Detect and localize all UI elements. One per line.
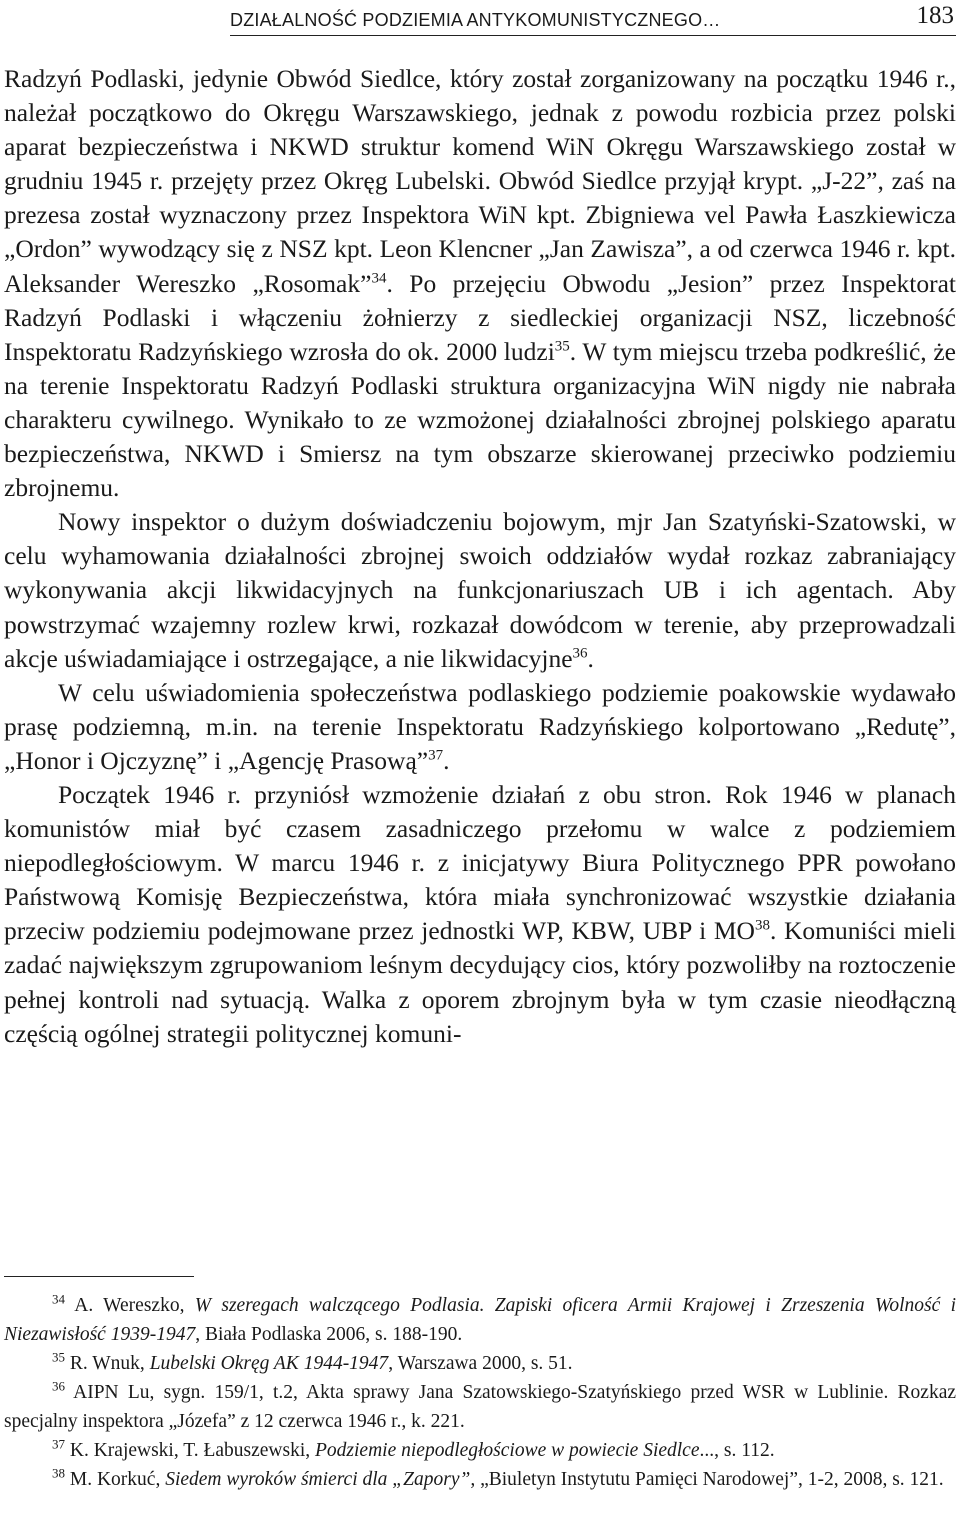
footnote-number: 36 [52,1378,65,1394]
footnote-35 [4,1349,956,1378]
footnote-ref-37[interactable]: 37 [428,747,444,764]
running-title: DZIAŁALNOŚĆ PODZIEMIA ANTYKOMUNISTYCZNEGO… [230,10,721,30]
paragraph-3-text-2: . [443,745,450,775]
paragraph-3-text: W celu uświadomienia społeczeństwa podlaskiego podziemie poakowskie wydawało prasę podziemną, m.in. na terenie Inspektoratu Radzyńskiego kolportowano „Redutę”, „Honor i Ojczyznę” i „Agencję Prasową” [4,677,956,775]
footnote-title: Podziemie niepodległościowe w powiecie Siedlce [315,1440,700,1461]
footnote-text: A. Wereszko, [65,1295,195,1316]
footnote-text: AIPN Lu, sygn. 159/1, t.2, Akta sprawy Jana Szatowskiego-Szatyńskiego przed WSR w Lublinie. Rozkaz specjalny inspektora „Józefa” z 12 czerwca 1946 r., k. 221. [4,1382,956,1432]
paragraph-2-text: Nowy inspektor o dużym doświadczeniu bojowym, mjr Jan Szatyński-Szatowski, w celu wyhamowania działalności zbrojnej swoich oddziałów wydał rozkaz zabraniający wykonywania akcji likwidacyjnych na funkcjonariuszach UB i ich agentach. Aby powstrzymać wzajemny rozlew krwi, rozkazał dowódcom w terenie, aby przeprowadzali akcje uświadamiające i ostrzegające, a nie likwidacyjne [4,507,956,673]
footnote-number: 37 [52,1436,65,1452]
footnote-title: W szeregach walczącego Podlasia. Zapiski oficera Armii Krajowej i Zrzeszenia Wolność i Niezawisłość 1939-1947 [4,1295,956,1345]
footnote-number: 35 [52,1349,65,1365]
running-header [230,4,956,34]
page-number: 183 [916,2,954,29]
paragraph-4-text-2: . Komuniści mieli zadać największym zgrupowaniom leśnym decydujący cios, który pozwoliłby na roztoczenie pełnej kontroli nad sytuacją. Walka z oporem zbrojnym była w tym czasie nieodłączną częścią ogólnej strategii politycznej komuni- [4,916,957,1048]
header-rule [230,35,956,36]
footnote-text-2: „Biuletyn Instytutu Pamięci Narodowej”, 1-2, 2008, s. 121. [475,1469,944,1490]
footnote-title: Siedem wyroków śmierci dla „Zapory”, [165,1469,476,1490]
footnote-ref-34[interactable]: 34 [371,270,387,287]
paragraph-4 [4,778,956,1051]
footnote-ref-38[interactable]: 38 [754,917,770,934]
footnote-number: 38 [52,1465,65,1481]
footnote-text: R. Wnuk, [65,1353,150,1374]
footnote-34 [4,1291,956,1349]
footnote-text-2: ..., s. 112. [699,1440,775,1461]
footnote-text-2: , Biała Podlaska 2006, s. 188-190. [195,1324,463,1345]
footnote-ref-35[interactable]: 35 [554,338,570,355]
footnote-36 [4,1378,956,1436]
footnote-text: K. Krajewski, T. Łabuszewski, [65,1440,316,1461]
footnote-37 [4,1436,956,1465]
footnote-text-2: , Warszawa 2000, s. 51. [388,1353,573,1374]
footnote-title: Lubelski Okręg AK 1944-1947 [149,1353,389,1374]
paragraph-2 [4,505,956,675]
footnote-ref-36[interactable]: 36 [572,645,588,662]
paragraph-4-text: Początek 1946 r. przyniósł wzmożenie działań z obu stron. Rok 1946 w planach komunistów miał być czasem zasadniczego przełomu w walce z podziemiem niepodległościowym. W marcu 1946 r. z inicjatywy Biura Politycznego PPR powołano Państwową Komisję Bezpieczeństwa, która miała synchronizować wszystkie działania przeciw podziemiu podejmowane przez jednostki WP, KBW, UBP i MO [4,779,956,946]
paragraph-1 [4,62,956,505]
paragraph-1-text-3: . W tym miejscu trzeba podkreślić, że na terenie Inspektoratu Radzyń Podlaski struktura organizacyjna WiN nigdy nie nabrała charakteru cywilnego. Wynikało to ze wzmożonej działalności zbrojnej polskiego aparatu bezpieczeństwa, NKWD i Smiersz na tym obszarze skierowanej przeciwko podziemiu zbrojnemu. [4,336,956,503]
footnote-38 [4,1465,956,1494]
paragraph-3 [4,676,956,778]
footnote-separator [4,1276,194,1277]
footnotes [4,1291,956,1494]
footnote-number: 34 [52,1291,65,1307]
main-text [4,62,956,1051]
paragraph-1-text-2: . Po przejęciu Obwodu „Jesion” przez Inspektorat Radzyń Podlaski i włączeniu żołnierzy z siedleckiej organizacji NSZ, liczebność Inspektoratu Radzyńskiego wzrosła do ok. 2000 ludzi [4,268,956,366]
footnote-text: M. Korkuć, [65,1469,166,1490]
paragraph-2-text-2: . [587,643,594,673]
paragraph-1-text: Radzyń Podlaski, jedynie Obwód Siedlce, który został zorganizowany na początku 1946 r., należał początkowo do Okręgu Warszawskiego, jednak z powodu rozbicia przez polski aparat bezpieczeństwa i NKWD struktur komend WiN Okręgu Warszawskiego został w grudniu 1945 r. przejęty przez Okręg Lubelski. Obwód Siedlce przyjął krypt. „J-22”, zaś na prezesa został wyznaczony przez Inspektora WiN kpt. Zbigniewa vel Pawła Łaszkiewicza „Ordon” wywodzący się z NSZ kpt. Leon Klencner „Jan Zawisza”, a od czerwca 1946 r. kpt. Aleksander Wereszko „Rosomak” [4,64,956,298]
